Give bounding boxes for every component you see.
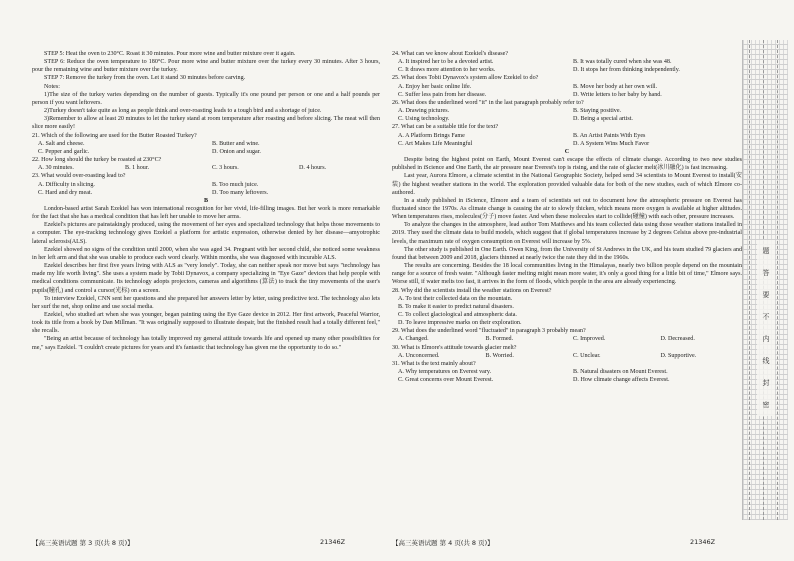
option-b: B. It was totally cured when she was 48. <box>573 59 672 66</box>
option-b: B. Move her body at her own will. <box>573 83 658 90</box>
option-d: D. 4 hours. <box>299 165 327 172</box>
footer-left-code: 21346Z <box>320 538 346 546</box>
passage-b-para-3: Ezekiel showed no signs of the condition until 2000, when she was aged 34. Pregnant with her second child, she noticed some weakness in her left arm and that she was unable to produce each word clearly. Within months, she was diagnosed with incurable ALS. <box>32 246 380 261</box>
note-2: 2)Turkey doesn't take quite as long as people think and over-roasting leads to a tough bird and a shortage of juice. <box>44 108 322 115</box>
seal-char: 密 <box>762 401 770 409</box>
option-d: D. Supportive. <box>660 352 697 359</box>
passage-c-para-3: In a study published in iScience, Elmore and a team of scientists set out to document how the atmospheric pressure on Everest has fluctuated since the 1970s. As climate change is causing the air to slowly thicken, which means more oxygen is available at higher altitudes. When temperatures rises, molecules(分子) move faster. And when these molecules start to collide(碰撞) with each other, pressure increases. <box>392 197 742 221</box>
question-stem: 25. What does Tobii Dynavox's system allow Ezekiel to do? <box>392 75 539 82</box>
question-stem: 23. What would over-roasting lead to? <box>32 173 126 180</box>
question-21 <box>32 132 380 156</box>
option-a: A. 30 minutes. <box>38 165 74 172</box>
question-28 <box>392 287 742 328</box>
option-d: D. Too many leftovers. <box>212 189 269 196</box>
question-stem: 21. Which of the following are used for the Butter Roasted Turkey? <box>32 132 197 139</box>
section-b-heading: B <box>203 197 209 204</box>
seal-char: 要 <box>762 291 770 299</box>
option-c: C. Improved. <box>573 336 606 343</box>
passage-b-para-4: Ezekiel describes her first five years living with ALS as "very lonely". Today, she can neither speak nor move but says "technology has made my life worth living". She uses a system made by Tobii Dynavox, a company specializing in "Eye Gaze" devices that help people with medical conditions communicate. Its technology adopts projectors, cameras and algorithms (算法) to track the tiny movements of the user's pupils(瞳孔) and control a cursor(光标) on a screen. <box>32 263 380 294</box>
question-stem: 27. What can be a suitable title for the text? <box>392 124 499 131</box>
option-c: C. It draws more attention to her works. <box>398 67 496 74</box>
option-d: D. How climate change affects Everest. <box>573 377 670 384</box>
seal-label-stack <box>757 240 775 416</box>
passage-b-para-7: "Being an artist because of technology has totally improved my general attitude towards life and opened up many other possibilities for me," says Ezekiel. "I couldn't create pictures for years and it's fantastic that technology has given me the opportunity to do so." <box>32 336 380 351</box>
question-25 <box>392 74 742 98</box>
option-c: C. 3 hours. <box>212 165 239 172</box>
passage-b-para-5: To interview Ezekiel, CNN sent her questions and she prepared her answers letter by letter, using predictive text. The technology also lets her surf the net, shop online and use social media. <box>32 295 380 310</box>
note-1: 1)The size of the turkey varies depending on the number of guests. Typically it's one pound per person or one and a half pounds per person if you want leftovers. <box>32 91 380 106</box>
passage-c-para-1: Despite being the highest point on Earth, Mount Everest can't escape the effects of climate change. According to two new studies published in iScience and One Earth, the air pressure near Everest's top is rising, and the rate of glacier melt(冰川融化) is fast increasing. <box>392 157 742 172</box>
option-d: D. Onion and sugar. <box>212 148 261 155</box>
question-stem: 29. What does the underlined word "fluctuated" in paragraph 3 probably mean? <box>392 328 586 335</box>
footer-right-code: 21346Z <box>690 538 716 546</box>
option-a: A. It inspired her to be a devoted artist. <box>398 59 494 66</box>
question-24 <box>392 50 742 74</box>
passage-c-para-4: To analyze the changes in the atmosphere, lead author Tom Matthews and his team collected data using those weather stations installed in 2019. They used the climate data to build models, which suggest that if global temperatures increase by 2 degrees Celsius above pre-industrial levels, the maximum rate of oxygen consumption on Everest will increase by 5%. <box>392 222 742 245</box>
note-3: 3)Remember to allow at least 20 minutes to let the turkey stand at room temperature after roasting and before slicing. The meat will then slice more easily! <box>32 116 380 131</box>
option-b: B. Natural disasters on Mount Everest. <box>573 369 668 376</box>
option-b: B. 1 hour. <box>125 165 150 172</box>
left-column <box>32 50 380 536</box>
seal-char: 内 <box>762 335 770 343</box>
column-divider <box>386 48 387 536</box>
option-d: D. Being a special artist. <box>573 116 633 123</box>
option-b: B. Too much juice. <box>212 181 259 188</box>
seal-char: 封 <box>762 379 770 387</box>
passage-b-para-1: London-based artist Sarah Ezekiel has won international recognition for her vivid, life-filling images. But her work is more remarkable for the fact that she has a medical condition that has left her unable to move her arms. <box>32 205 380 221</box>
question-22 <box>32 156 380 172</box>
question-31 <box>392 360 742 384</box>
option-d: D. Write letters to her baby by hand. <box>573 91 662 98</box>
option-b: B. Formed. <box>485 336 514 343</box>
option-c: C. Pepper and garlic. <box>38 148 90 155</box>
option-c: C. Great concerns over Mount Everest. <box>398 377 494 384</box>
seal-line-strip <box>742 40 788 520</box>
option-a: A. A Platform Brings Fame <box>398 132 465 139</box>
option-a: A. Drawing pictures. <box>398 108 450 115</box>
option-a: A. Enjoy her basic online life. <box>398 83 472 90</box>
footer-left-label: 【高三英语试题 第 3 页(共 8 页)】 <box>32 539 134 547</box>
step-5: STEP 5: Heat the oven to 230°C. Roast it 30 minutes. Pour more wine and butter mixture over it again. <box>44 51 296 57</box>
seal-char: 不 <box>762 313 770 321</box>
notes-heading: Notes: <box>44 83 60 90</box>
section-c-heading: C <box>564 148 570 155</box>
option-a: A. Why temperatures on Everest vary. <box>398 369 492 376</box>
step-6: STEP 6: Reduce the oven temperature to 180°C. Pour more wine and butter mixture over the turkey every 30 minutes. After 3 hours, pour the remaining wine and butter mixture over the turkey. <box>32 59 380 74</box>
seal-char: 答 <box>762 269 770 277</box>
passage-b-para-6: Ezekiel, who studied art when she was younger, began painting using the Eye Gaze device in 2012. Her first artwork, Peaceful Warrior, took its title from a book by Dan Millman. "It was originally supposed to illustrate despair, but the finished result had a totally different feel," she recalls. <box>32 312 380 335</box>
seal-char: 题 <box>762 247 770 255</box>
option-d: D. To leave impressive marks on their exploration. <box>398 320 522 327</box>
option-c: C. Art Makes Life Meaningful <box>398 140 473 147</box>
option-d: D. It stops her from thinking independently. <box>573 67 680 74</box>
passage-c-para-2: Last year, Aurora Elmore, a climate scientist in the National Geographic Society, helped send 34 scientists to Mount Everest to install(安装) the highest weather stations in the world. The exploration provided valuable data for both of the new studies, each of which Elmore co-authored. <box>392 173 742 196</box>
option-c: C. Suffer less pain from her disease. <box>398 91 487 98</box>
question-stem: 31. What is the text mainly about? <box>392 360 476 367</box>
option-b: B. An Artist Paints With Eyes <box>573 132 646 139</box>
footer-right-label: 【高三英语试题 第 4 页(共 8 页)】 <box>392 539 494 547</box>
question-29 <box>392 327 742 343</box>
option-a: A. Difficulty in slicing. <box>38 181 95 188</box>
question-stem: 30. What is Elmore's attitude towards glacier melt? <box>392 344 517 351</box>
step-7: STEP 7: Remove the turkey from the oven. Let it stand 30 minutes before carving. <box>44 75 246 82</box>
question-stem: 24. What can we know about Ezekiel's disease? <box>392 51 509 57</box>
question-stem: 26. What does the underlined word "it" in the last paragraph probably refer to? <box>392 99 584 106</box>
option-c: C. To collect glaciological and atmospheric data. <box>398 312 517 318</box>
option-c: C. Unclear. <box>573 352 601 359</box>
question-26 <box>392 99 742 123</box>
question-23 <box>32 172 380 196</box>
option-a: A. Changed. <box>398 336 429 343</box>
question-30 <box>392 344 742 360</box>
option-a: A. Salt and cheese. <box>38 140 85 147</box>
question-stem: 22. How long should the turkey be roasted at 230°C? <box>32 157 162 164</box>
option-c: C. Using technology. <box>398 116 450 123</box>
passage-b-para-2: Ezekiel's pictures are painstakingly produced, using the movement of her eyes and specialized technology that helps those movements to a computer. The eye-tracking technology gives Ezekiel a platform for artistic expression, otherwise denied by her disease—amyotrophic lateral sclerosis(ALS). <box>32 222 380 245</box>
passage-c-para-6: The results are concerning. Besides the 18 local communities living in the Himalayas, nearly two billion people depend on the mountain range for a source of fresh water. "Although faster melting might mean more water, it's only a good thing for a little bit of time," Elmore says. Worse still, if water melts too fast, it arrives in the form of floods, which people in the area are already experiencing. <box>392 263 742 286</box>
question-stem: 28. Why did the scientists install the weather stations on Everest? <box>392 287 552 294</box>
option-a: A. Unconcerned. <box>398 352 440 359</box>
option-d: D. A System Wins Much Favor <box>573 140 650 147</box>
seal-dash-line <box>777 40 786 520</box>
passage-c-para-5: The other study is published in One Earth. Owen King, from the University of St Andrews in the UK, and his team studied 79 glaciers and found that between 2009 and 2018, glaciers thinned at nearly twice the rate they did in the 1960s. <box>392 246 742 261</box>
option-b: B. Butter and wine. <box>212 140 260 147</box>
right-column <box>392 50 742 536</box>
option-b: B. Worried. <box>485 352 514 359</box>
option-a: A. To test their collected data on the mountain. <box>398 295 513 302</box>
option-d: D. Decreased. <box>660 336 695 343</box>
option-b: B. To make it easier to predict natural disasters. <box>398 303 514 310</box>
option-c: C. Hard and dry meat. <box>38 189 93 196</box>
option-b: B. Staying positive. <box>573 108 622 115</box>
seal-char: 线 <box>762 357 770 365</box>
question-27 <box>392 123 742 147</box>
